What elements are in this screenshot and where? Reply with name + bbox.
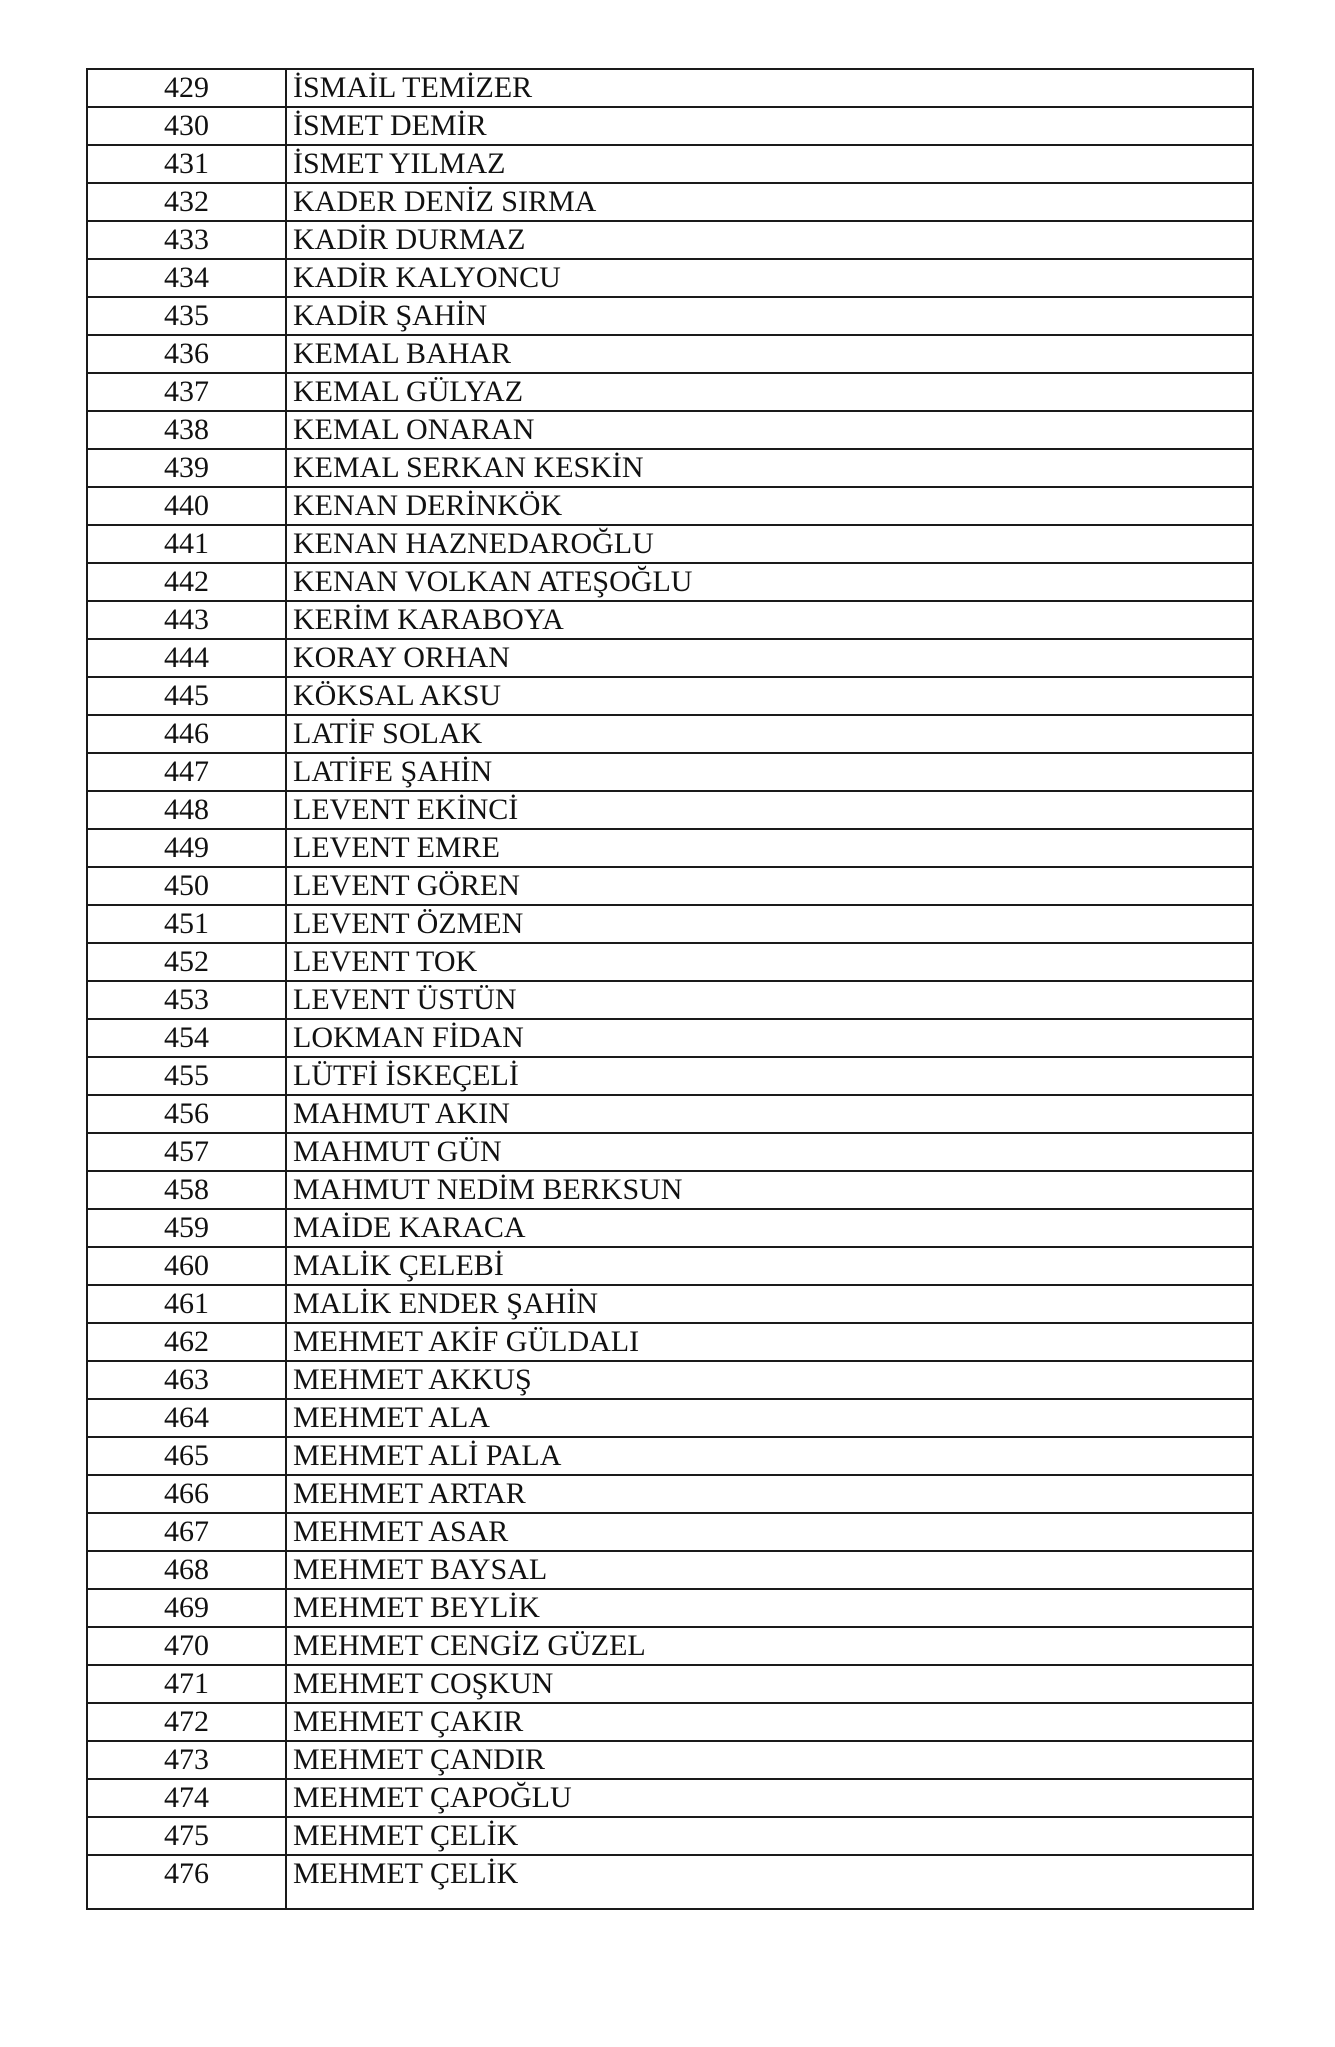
- person-name-cell: MAHMUT NEDİM BERKSUN: [286, 1171, 1253, 1209]
- person-name-cell: KÖKSAL AKSU: [286, 677, 1253, 715]
- table-row: [87, 1019, 1253, 1057]
- row-number-cell: 433: [87, 221, 286, 259]
- table-row: [87, 563, 1253, 601]
- table-row: [87, 487, 1253, 525]
- name-list-table: [86, 68, 1254, 1910]
- person-name-cell: MAHMUT GÜN: [286, 1133, 1253, 1171]
- row-number-cell: 464: [87, 1399, 286, 1437]
- person-name-cell: LEVENT ÖZMEN: [286, 905, 1253, 943]
- person-name-cell: MEHMET ALİ PALA: [286, 1437, 1253, 1475]
- table-row: [87, 1323, 1253, 1361]
- row-number-cell: 432: [87, 183, 286, 221]
- row-number-cell: 468: [87, 1551, 286, 1589]
- table-row: [87, 981, 1253, 1019]
- person-name-cell: KADİR KALYONCU: [286, 259, 1253, 297]
- row-number-cell: 438: [87, 411, 286, 449]
- row-number-cell: 436: [87, 335, 286, 373]
- row-number-cell: 448: [87, 791, 286, 829]
- row-number-cell: 441: [87, 525, 286, 563]
- table-row: [87, 221, 1253, 259]
- table-row: [87, 753, 1253, 791]
- person-name-cell: MEHMET ÇANDIR: [286, 1741, 1253, 1779]
- row-number-cell: 463: [87, 1361, 286, 1399]
- person-name-cell: İSMAİL TEMİZER: [286, 69, 1253, 107]
- table-row: [87, 1589, 1253, 1627]
- table-row: [87, 1627, 1253, 1665]
- person-name-cell: KADİR ŞAHİN: [286, 297, 1253, 335]
- row-number-cell: 439: [87, 449, 286, 487]
- row-number-cell: 474: [87, 1779, 286, 1817]
- row-number-cell: 429: [87, 69, 286, 107]
- table-row: [87, 1665, 1253, 1703]
- person-name-cell: MAİDE KARACA: [286, 1209, 1253, 1247]
- table-row: [87, 1437, 1253, 1475]
- table-row: [87, 1361, 1253, 1399]
- person-name-cell: MAHMUT AKIN: [286, 1095, 1253, 1133]
- table-row: [87, 259, 1253, 297]
- person-name-cell: KENAN DERİNKÖK: [286, 487, 1253, 525]
- person-name-cell: MALİK ÇELEBİ: [286, 1247, 1253, 1285]
- table-row: [87, 791, 1253, 829]
- row-number-cell: 451: [87, 905, 286, 943]
- table-row: [87, 1133, 1253, 1171]
- table-row: [87, 1057, 1253, 1095]
- table-row: [87, 639, 1253, 677]
- table-row: [87, 1399, 1253, 1437]
- table-row: [87, 297, 1253, 335]
- row-number-cell: 442: [87, 563, 286, 601]
- person-name-cell: LEVENT EKİNCİ: [286, 791, 1253, 829]
- table-row: [87, 107, 1253, 145]
- person-name-cell: MEHMET ÇAKIR: [286, 1703, 1253, 1741]
- table-row: [87, 1513, 1253, 1551]
- person-name-cell: MEHMET ÇELİK: [286, 1817, 1253, 1855]
- person-name-cell: KERİM KARABOYA: [286, 601, 1253, 639]
- table-row: [87, 1551, 1253, 1589]
- table-row: [87, 1095, 1253, 1133]
- person-name-cell: MEHMET AKİF GÜLDALI: [286, 1323, 1253, 1361]
- person-name-cell: KEMAL ONARAN: [286, 411, 1253, 449]
- row-number-cell: 435: [87, 297, 286, 335]
- table-row: [87, 905, 1253, 943]
- table-row: [87, 1855, 1253, 1909]
- row-number-cell: 461: [87, 1285, 286, 1323]
- person-name-cell: MEHMET AKKUŞ: [286, 1361, 1253, 1399]
- person-name-cell: LATİFE ŞAHİN: [286, 753, 1253, 791]
- row-number-cell: 471: [87, 1665, 286, 1703]
- row-number-cell: 476: [87, 1855, 286, 1909]
- table-row: [87, 1475, 1253, 1513]
- table-row: [87, 1285, 1253, 1323]
- person-name-cell: LATİF SOLAK: [286, 715, 1253, 753]
- person-name-cell: İSMET DEMİR: [286, 107, 1253, 145]
- row-number-cell: 443: [87, 601, 286, 639]
- name-list-table-container: [86, 68, 1252, 1910]
- row-number-cell: 455: [87, 1057, 286, 1095]
- row-number-cell: 457: [87, 1133, 286, 1171]
- row-number-cell: 473: [87, 1741, 286, 1779]
- person-name-cell: LEVENT TOK: [286, 943, 1253, 981]
- person-name-cell: MEHMET COŞKUN: [286, 1665, 1253, 1703]
- table-row: [87, 1209, 1253, 1247]
- row-number-cell: 459: [87, 1209, 286, 1247]
- person-name-cell: İSMET YILMAZ: [286, 145, 1253, 183]
- row-number-cell: 447: [87, 753, 286, 791]
- person-name-cell: KENAN HAZNEDAROĞLU: [286, 525, 1253, 563]
- row-number-cell: 470: [87, 1627, 286, 1665]
- table-row: [87, 1171, 1253, 1209]
- person-name-cell: KADİR DURMAZ: [286, 221, 1253, 259]
- person-name-cell: KEMAL BAHAR: [286, 335, 1253, 373]
- row-number-cell: 460: [87, 1247, 286, 1285]
- table-row: [87, 829, 1253, 867]
- table-row: [87, 69, 1253, 107]
- person-name-cell: MEHMET CENGİZ GÜZEL: [286, 1627, 1253, 1665]
- person-name-cell: MALİK ENDER ŞAHİN: [286, 1285, 1253, 1323]
- table-row: [87, 1779, 1253, 1817]
- row-number-cell: 472: [87, 1703, 286, 1741]
- row-number-cell: 465: [87, 1437, 286, 1475]
- person-name-cell: MEHMET ÇAPOĞLU: [286, 1779, 1253, 1817]
- table-row: [87, 601, 1253, 639]
- table-row: [87, 867, 1253, 905]
- person-name-cell: KEMAL SERKAN KESKİN: [286, 449, 1253, 487]
- person-name-cell: MEHMET BEYLİK: [286, 1589, 1253, 1627]
- row-number-cell: 450: [87, 867, 286, 905]
- person-name-cell: MEHMET ALA: [286, 1399, 1253, 1437]
- table-row: [87, 943, 1253, 981]
- table-row: [87, 411, 1253, 449]
- row-number-cell: 475: [87, 1817, 286, 1855]
- table-row: [87, 1703, 1253, 1741]
- person-name-cell: LOKMAN FİDAN: [286, 1019, 1253, 1057]
- row-number-cell: 437: [87, 373, 286, 411]
- table-row: [87, 1247, 1253, 1285]
- row-number-cell: 449: [87, 829, 286, 867]
- table-row: [87, 183, 1253, 221]
- row-number-cell: 431: [87, 145, 286, 183]
- row-number-cell: 434: [87, 259, 286, 297]
- row-number-cell: 458: [87, 1171, 286, 1209]
- table-row: [87, 145, 1253, 183]
- row-number-cell: 462: [87, 1323, 286, 1361]
- row-number-cell: 444: [87, 639, 286, 677]
- person-name-cell: MEHMET ÇELİK: [286, 1855, 1253, 1909]
- row-number-cell: 454: [87, 1019, 286, 1057]
- row-number-cell: 453: [87, 981, 286, 1019]
- person-name-cell: MEHMET ARTAR: [286, 1475, 1253, 1513]
- person-name-cell: LEVENT ÜSTÜN: [286, 981, 1253, 1019]
- table-row: [87, 449, 1253, 487]
- row-number-cell: 430: [87, 107, 286, 145]
- table-row: [87, 1741, 1253, 1779]
- row-number-cell: 445: [87, 677, 286, 715]
- row-number-cell: 446: [87, 715, 286, 753]
- table-row: [87, 677, 1253, 715]
- person-name-cell: KADER DENİZ SIRMA: [286, 183, 1253, 221]
- table-body: [87, 69, 1253, 1909]
- person-name-cell: MEHMET BAYSAL: [286, 1551, 1253, 1589]
- row-number-cell: 456: [87, 1095, 286, 1133]
- row-number-cell: 469: [87, 1589, 286, 1627]
- row-number-cell: 467: [87, 1513, 286, 1551]
- row-number-cell: 466: [87, 1475, 286, 1513]
- table-row: [87, 335, 1253, 373]
- person-name-cell: KENAN VOLKAN ATEŞOĞLU: [286, 563, 1253, 601]
- person-name-cell: MEHMET ASAR: [286, 1513, 1253, 1551]
- person-name-cell: KORAY ORHAN: [286, 639, 1253, 677]
- person-name-cell: LÜTFİ İSKEÇELİ: [286, 1057, 1253, 1095]
- person-name-cell: LEVENT EMRE: [286, 829, 1253, 867]
- person-name-cell: LEVENT GÖREN: [286, 867, 1253, 905]
- table-row: [87, 373, 1253, 411]
- row-number-cell: 452: [87, 943, 286, 981]
- person-name-cell: KEMAL GÜLYAZ: [286, 373, 1253, 411]
- table-row: [87, 715, 1253, 753]
- row-number-cell: 440: [87, 487, 286, 525]
- table-row: [87, 1817, 1253, 1855]
- table-row: [87, 525, 1253, 563]
